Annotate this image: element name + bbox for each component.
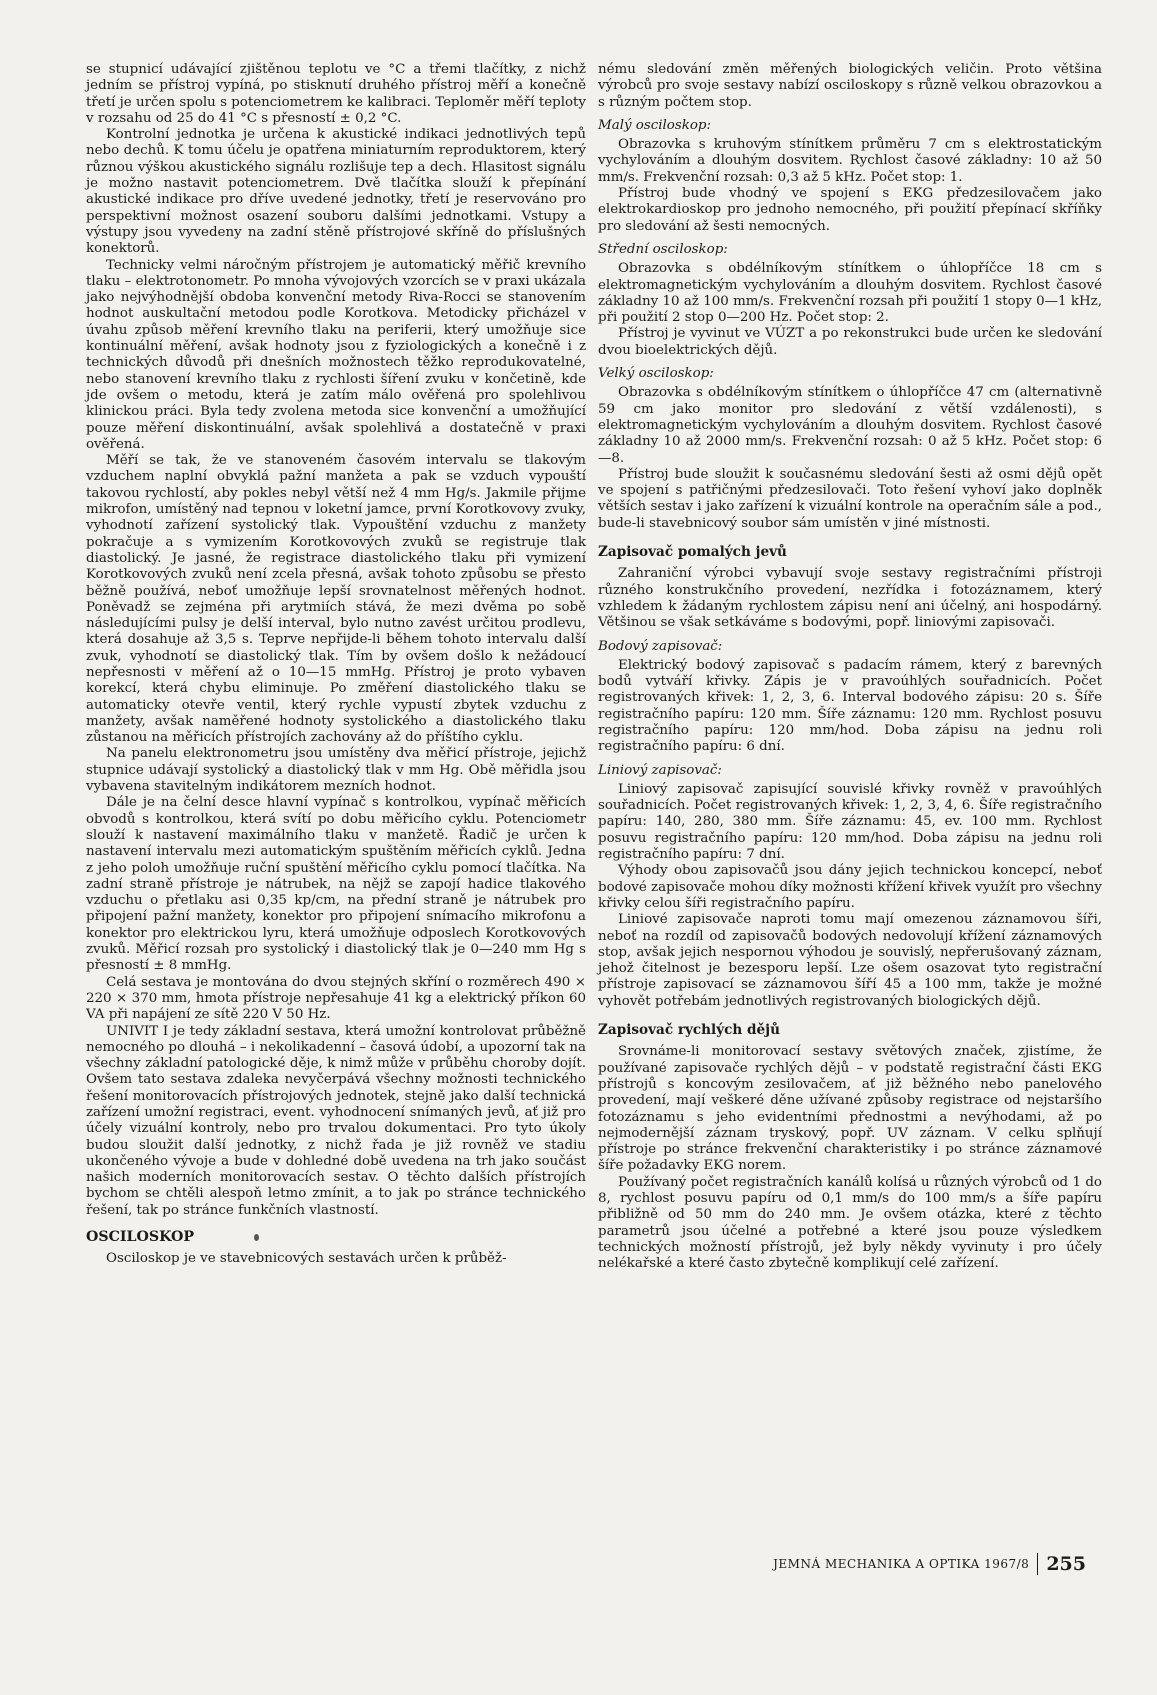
subheading: Liniový zapisovač:: [598, 762, 722, 778]
paragraph: Srovnáme-li monitorovací sestavy světových značek, zjistíme, že používané zapisovače rychlých dějů – v podstatě registrační části EKG přístrojů s koncovým zesilovačem, ať již běžného nebo panelového provedení, mají veškeré děne užívané způsoby registrace od nejstaršího fotozáznamu s jeho evidentními přednostmi a nevýhodami, až po nejmodernější záznam tryskový, popř. UV záznam. V celku splňují přístroje po stránce frekvenční charakteristiky i po stránce záznamové šíře požadavky EKG norem.: [598, 1044, 1102, 1174]
paragraph: se stupnicí udávající zjištěnou teplotu ve °C a třemi tlačítky, z nichž jedním se přístroj vypíná, po stisknutí druhého přístroj měří a konečně třetí je určen spolu s potenciometrem ke kalibraci. Teploměr měří teploty v rozsahu od 25 do 41 °C s přesností ± 0,2 °C.: [86, 62, 586, 126]
paragraph: Výhody obou zapisovačů jsou dány jejich technickou koncepcí, neboť bodové zapisovače mohou díky možnosti křížení křivek využít pro všechny křivky celou šíři registračního papíru.: [598, 863, 1102, 911]
paragraph: Kontrolní jednotka je určena k akustické indikaci jednotlivých tepů nebo dechů. K tomu účelu je opatřena miniaturním reproduktorem, který různou výškou akustického signálu rozlišuje tep a dech. Hlasitost signálu je možno nastavit potenciometrem. Dvě tlačítka slouží k přepínání akustické indikace pro dříve uvedené jednotky, třetí je reservováno pro perspektivní možnost osazení souboru dalšími jednotkami. Vstupy a výstupy jsou vyvedeny na zadní stěně přístrojové skříně do příslušných konektorů.: [86, 127, 586, 257]
paragraph: Zahraniční výrobci vybavují svoje sestavy registračními přístroji různého konstrukčního provedení, nezřídka i fotozáznamem, který vzhledem k žádaným rychlostem zápisu není ani účelný, ani hospodárný. Většinou se však setkáváme s bodovými, popř. liniovými zapisovači.: [598, 566, 1102, 631]
paragraph: Elektrický bodový zapisovač s padacím rámem, který z barevných bodů vytváří křivky. Zápis je v pravoúhlých souřadnicích. Počet registrovaných křivek: 1, 2, 3, 6. Interval bodového zápisu: 20 s. Šíře registračního papíru: 120 mm. Šíře záznamu: 120 mm. Rychlost posuvu registračního papíru: 120 mm/hod. Doba zápisu na jednu roli registračního papíru: 6 dní.: [598, 657, 1102, 755]
paragraph: Přístroj bude sloužit k současnému sledování šesti až osmi dějů opět ve spojení s patřičnými předzesilovači. Toto řešení vyhoví jako doplněk větších sestav i jako zařízení k vizuální kontrole na operačním sále a pod., bude-li stavebnicový soubor sám umístěn v jiné místnosti.: [598, 466, 1102, 531]
paragraph: Osciloskop je ve stavebnicových sestavách určen k průběž-: [106, 1251, 507, 1267]
paragraph: Liniový zapisovač zapisující souvislé křivky rovněž v pravoúhlých souřadnicích. Počet registrovaných křivek: 1, 2, 3, 4, 6. Šíře registračního papíru: 140, 280, 380 mm. Šíře záznamu: 45, ev. 100 mm. Rychlost posuvu registračního papíru: 120 mm/hod. Doba zápisu na jednu roli registračního papíru: 7 dní.: [598, 781, 1102, 863]
page-footer: [773, 1553, 1086, 1575]
paragraph: Liniové zapisovače naproti tomu mají omezenou záznamovou šíři, neboť na rozdíl od zapisovačů bodových nedovolují křížení záznamových stop, avšak jejich nespornou výhodou je souvislý, nepřerušovaný záznam, jehož čitelnost je bezesporu lepší. Lze ošem osazovat tyto registrační přístroje zapisovací se záznamovou šíří 45 a 100 mm, takže je možné vyhovět potřebám jednotlivých registrovaných biologických dějů.: [598, 912, 1102, 1009]
journal-name: JEMNÁ MECHANIKA A OPTIKA 1967/8: [773, 1557, 1030, 1571]
paragraph: nému sledování změn měřených biologických veličin. Proto většina výrobců pro svoje sestavy nabízí osciloskopy s různě velkou obrazovkou a s různým počtem stop.: [598, 62, 1102, 110]
paragraph: Přístroj bude vhodný ve spojení s EKG předzesilovačem jako elektrokardioskop pro jednoho nemocného, při použití přepínací skříňky pro sledování až šesti nemocných.: [598, 186, 1102, 234]
page-number: 255: [1046, 1553, 1086, 1575]
left-column: [86, 62, 586, 1268]
right-column: [598, 62, 1102, 1272]
section-heading: Zapisovač rychlých dějů: [598, 1022, 780, 1039]
paragraph: UNIVIT I je tedy základní sestava, která umožní kontrolovat průběžně nemocného po dlouhá – i nekolikadenní – časová údobí, a upozorní tak na všechny základní patologické děje, k nimž může v průběhu choroby dojít. Ovšem tato sestava zdaleka nevyčerpává všechny možnosti technického řešení monitorovacích přístrojových jednotek, stejně jako další technická zařízení umožní registraci, event. vyhodnocení snímaných jevů, ať již pro účely vizuální kontroly, nebo pro trvalou dokumentaci. Pro tyto úkoly budou sloužit další jednotky, z nichž řada je již rovněž ve stadiu ukončeného vývoje a bude v dohledné době uvedena na trh jako součást našich moderních monitorovacích sestav. O těchto dalších přístrojích bychom se chtěli alespoň letmo zmínit, a to jak po stránce technického řešení, tak po stránce funkčních vlastností.: [86, 1023, 586, 1218]
subheading: Střední osciloskop:: [598, 241, 728, 257]
paragraph: Obrazovka s obdélníkovým stínítkem o úhlopříčce 47 cm (alternativně 59 cm jako monitor pro sledování z větší vzdálenosti), s elektromagnetickým vychylováním a dlouhým dosvitem. Rychlost časové základny 10 až 2000 mm/s. Frekvenční rozsah: 0 až 5 kHz. Počet stop: 6—8.: [598, 385, 1102, 466]
paragraph: Obrazovka s obdélníkovým stínítkem o úhlopříčce 18 cm s elektromagnetickým vychylováním a dlouhým dosvitem. Rychlost časové základny 10 až 100 mm/s. Frekvenční rozsah při použití 1 stopy 0—1 kHz, při použití 2 stop 0—200 Hz. Počet stop: 2.: [598, 261, 1102, 326]
paragraph: Celá sestava je montována do dvou stejných skříní o rozměrech 490 × 220 × 370 mm, hmota přístroje nepřesahuje 41 kg a elektrický příkon 60 VA při napájení ze sítě 220 V 50 Hz.: [86, 974, 586, 1023]
subheading: Bodový zapisovač:: [598, 638, 723, 654]
footer-divider: [1037, 1553, 1038, 1575]
ink-dot: [254, 1234, 259, 1241]
subheading: Malý osciloskop:: [598, 117, 711, 133]
section-heading: Zapisovač pomalých jevů: [598, 544, 787, 561]
paragraph: Měří se tak, že ve stanoveném časovém intervalu se tlakovým vzduchem naplní obvyklá pažní manžeta a pak se vzduch vypouští takovou rychlostí, aby pokles nebyl větší než 4 mm Hg/s. Jakmile přijme mikrofon, umístěný nad tepnou v loketní jamce, první Korotkovovy zvuky, vyhodnotí zařízení systolický tlak. Vypouštění vzduchu z manžety pokračuje a s vymizením Korotkovových zvuků se registruje tlak diastolický. Je jasné, že registrace diastolického tlaku při vymizení Korotkovových zvuků není zcela přesná, avšak tohoto způsobu se přesto běžně používá, neboť umožňuje lepší srovnatelnost měřených hodnot. Poněvadž se zejména při arytmiích stává, že mezi dvěma po sobě následujícími pulsy je delší interval, bylo nutno zavést určitou prodlevu, která dosahuje až 3,5 s. Teprve nepřijde-li během tohoto intervalu další zvuk, vyhodnotí se diastolický tlak. Tím by ovšem došlo k nežádoucí nepřesnosti v měření až o 10—15 mmHg. Přístroj je proto vybaven korekcí, která chybu eliminuje. Po změření diastolického tlaku se automaticky otevře ventil, který rychle vypustí zbytek vzduchu z manžety, avšak naměřené hodnoty systolického a diastolického tlaku zůstanou na měřicích přístrojích zachovány až do příštího cyklu.: [86, 453, 586, 746]
paragraph: Obrazovka s kruhovým stínítkem průměru 7 cm s elektrostatickým vychylováním a dlouhým dosvitem. Rychlost časové základny: 10 až 50 mm/s. Frekvenční rozsah: 0,3 až 5 kHz. Počet stop: 1.: [598, 137, 1102, 185]
section-heading-osciloskop: OSCILOSKOP: [86, 1229, 586, 1245]
paragraph: Používaný počet registračních kanálů kolísá u různých výrobců od 1 do 8, rychlost posuvu papíru od 0,1 mm/s do 100 mm/s a šíře papíru přibližně od 50 mm do 240 mm. Je ovšem otázka, které z těchto parametrů jsou účelné a potřebné a které jsou pouze výsledkem technických možností přístrojů, jež byly někdy vyvinuty i pro účely nelékařské a které často zbytečně komplikují celé zařízení.: [598, 1174, 1102, 1272]
paragraph: Přístroj je vyvinut ve VÚZT a po rekonstrukci bude určen ke sledování dvou bioelektrických dějů.: [598, 326, 1102, 358]
paragraph: Dále je na čelní desce hlavní vypínač s kontrolkou, vypínač měřicích obvodů s kontrolkou, která svítí po dobu měřicího cyklu. Potenciometr slouží k nastavení maximálního tlaku v manžetě. Řadič je určen k nastavení intervalu mezi automatickým spuštěním měřicích cyklů. Jedna z jeho poloh umožňuje ruční spuštění měřicího cyklu pomocí tlačítka. Na zadní straně přístroje je nátrubek, na nějž se zapojí hadice tlakového vzduchu o přetlaku asi 0,35 kp/cm, na přední straně je nátrubek pro připojení pažní manžety, konektor pro připojení snímacího mikrofonu a konektor pro elektrickou lyru, která umožňuje odposlech Korotkovových zvuků. Měřicí rozsah pro systolický i diastolický tlak je 0—240 mm Hg s přesností ± 8 mmHg.: [86, 795, 586, 974]
subheading: Velký osciloskop:: [598, 366, 714, 382]
paragraph: Technicky velmi náročným přístrojem je automatický měřič krevního tlaku – elektrotonometr. Po mnoha vývojových vzorcích se v praxi ukázala jako nejvýhodnější obdoba konvenční metody Riva-Rocci se stanovením hodnot auskultační metodou podle Korotkova. Metodicky přicházel v úvahu způsob měření krevního tlaku na periferii, který umožňuje sice kontinuální měření, avšak hodnoty jsou z fyziologických a konečně i z technických důvodů při dnešních možnostech těžko reprodukovatelné, nebo stanovení krevního tlaku z rychlosti šíření zvuku v končetině, kde jde ovšem o metodu, která je zatím málo ověřená pro spolehlivou klinickou práci. Byla tedy zvolena metoda sice konvenční a umožňující pouze měření diskontinuální, avšak spolehlivá a dostatečně v praxi ověřená.: [86, 257, 586, 452]
paragraph: Na panelu elektronometru jsou umístěny dva měřicí přístroje, jejichž stupnice udávají systolický a diastolický tlak v mm Hg. Obě měřidla jsou vybavena stavitelným indikátorem mezních hodnot.: [86, 746, 586, 795]
